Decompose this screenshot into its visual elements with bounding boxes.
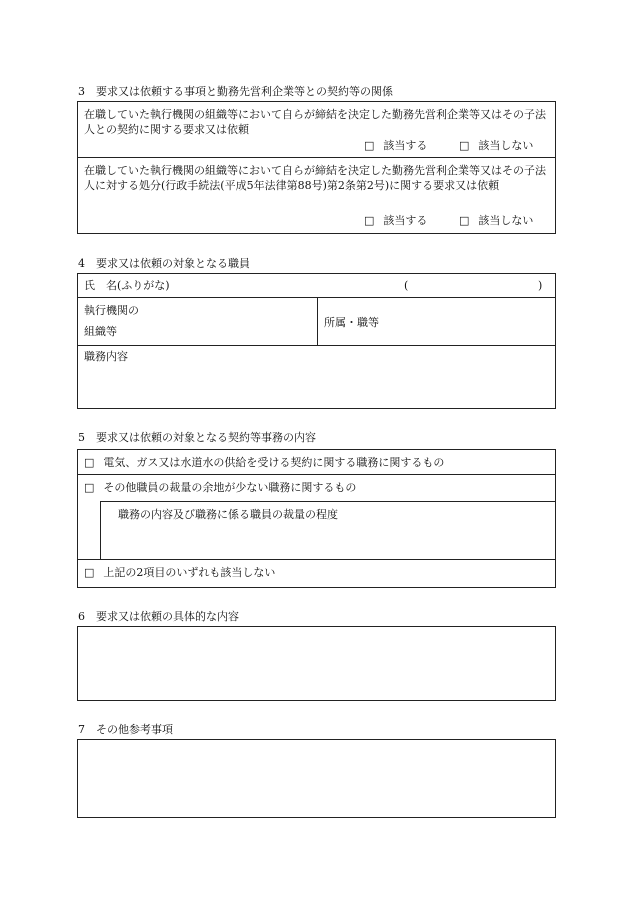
section5-item1[interactable]: □ 電気、ガス又は水道水の供給を受ける契約に関する職務に関するもの bbox=[84, 456, 445, 469]
section4-title: 4 要求又は依頼の対象となる職員 bbox=[78, 257, 250, 270]
section3-row1-text: 在職していた執行機関の組織等において自らが締結を決定した勤務先営利企業等又はその子法人との契約に関する要求又は依頼 bbox=[84, 108, 546, 136]
section5-item3[interactable]: □ 上記の2項目のいずれも該当しない bbox=[84, 566, 276, 579]
section3-row1-yes[interactable]: □ 該当する bbox=[364, 139, 428, 152]
name-paren-open: ( bbox=[404, 279, 409, 292]
section5-table bbox=[77, 449, 556, 588]
checkbox-icon: □ bbox=[364, 214, 375, 227]
section7-title: 7 その他参考事項 bbox=[78, 723, 173, 736]
divider bbox=[78, 559, 555, 560]
checkbox-icon: □ bbox=[459, 139, 470, 152]
checkbox-icon: □ bbox=[84, 456, 95, 469]
divider bbox=[100, 501, 555, 502]
section7-textbox[interactable] bbox=[77, 739, 556, 818]
section3-title: 3 要求又は依頼する事項と勤務先営利企業等との契約等の関係 bbox=[78, 85, 393, 98]
section4-table bbox=[77, 273, 556, 409]
checkbox-icon: □ bbox=[459, 214, 470, 227]
org-label-line2: 組織等 bbox=[84, 325, 117, 338]
divider bbox=[78, 345, 555, 346]
section3-row2-yes[interactable]: □ 該当する bbox=[364, 214, 428, 227]
divider bbox=[78, 474, 555, 475]
org-label-line1: 執行機関の bbox=[84, 304, 139, 317]
name-paren-close: ) bbox=[538, 279, 543, 292]
name-label: 氏 名(ふりがな) bbox=[84, 279, 170, 292]
section5-title: 5 要求又は依頼の対象となる契約等事務の内容 bbox=[78, 431, 316, 444]
divider bbox=[317, 297, 318, 345]
divider bbox=[100, 501, 101, 559]
section6-title: 6 要求又は依頼の具体的な内容 bbox=[78, 610, 239, 623]
checkbox-icon: □ bbox=[364, 139, 375, 152]
section3-table bbox=[77, 101, 556, 234]
position-label: 所属・職等 bbox=[324, 316, 379, 329]
section5-item2-detail: 職務の内容及び職務に係る職員の裁量の程度 bbox=[118, 508, 338, 521]
checkbox-icon: □ bbox=[84, 481, 95, 494]
section6-textbox[interactable] bbox=[77, 626, 556, 701]
section3-row2-text: 在職していた執行機関の組織等において自らが締結を決定した勤務先営利企業等又はその子法人に対する処分(行政手続法(平成5年法律第88号)第2条第2号)に関する要求又は依頼 bbox=[84, 164, 546, 192]
duties-label: 職務内容 bbox=[84, 350, 128, 363]
checkbox-icon: □ bbox=[84, 566, 95, 579]
section3-row1-no[interactable]: □ 該当しない bbox=[459, 139, 534, 152]
section3-row2-no[interactable]: □ 該当しない bbox=[459, 214, 534, 227]
section5-item2[interactable]: □ その他職員の裁量の余地が少ない職務に関するもの bbox=[84, 481, 357, 494]
divider bbox=[78, 157, 555, 158]
